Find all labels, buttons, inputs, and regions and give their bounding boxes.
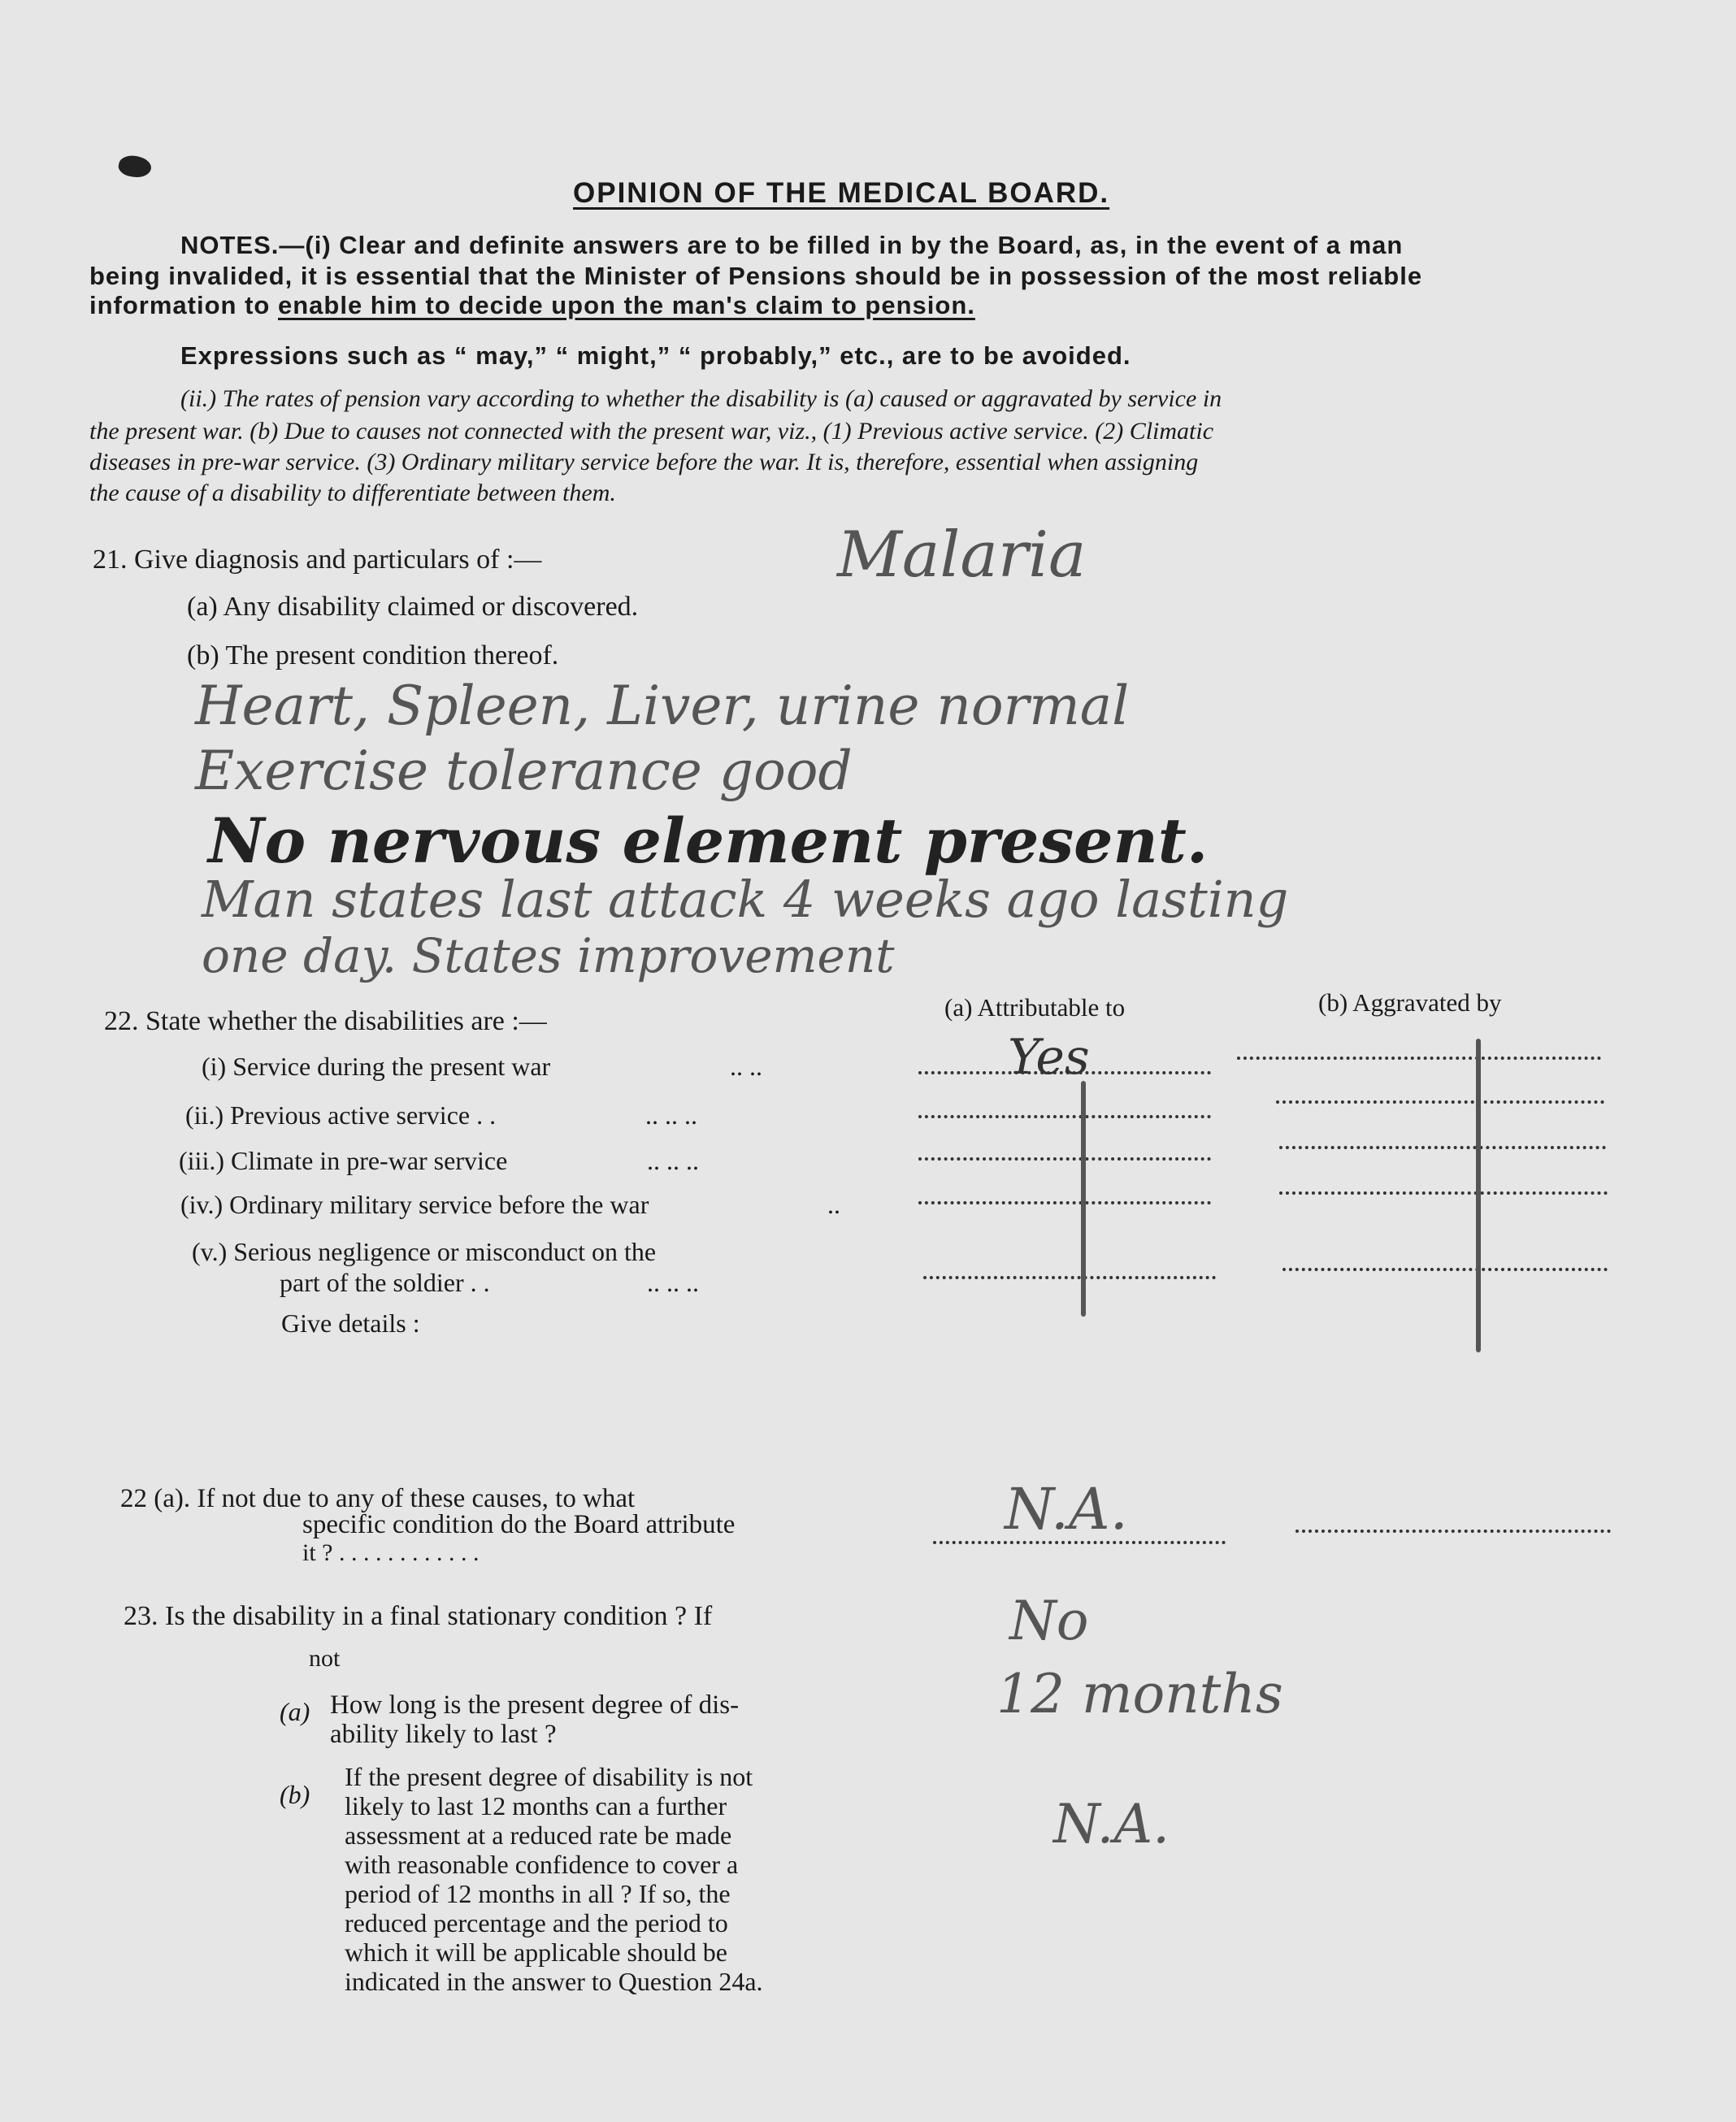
q22-answer-col-a: Yes [1008,1029,1090,1086]
q23-a-answer: 12 months [996,1663,1283,1725]
notes-ii-line-1: (ii.) The rates of pension vary according to whether the disability is (a) caused or aggravated by service in [180,385,1222,412]
q23-b-line-8: indicated in the answer to Question 24a. [345,1967,763,1996]
q23-b-line-7: which it will be applicable should be [345,1938,727,1967]
q22-row-3-leader: .. .. .. [647,1146,699,1175]
q22-row-3-label: (iii.) Climate in pre-war service [179,1146,508,1175]
q22-row-5-col-a-line [923,1276,1216,1279]
ink-blot [117,153,154,180]
q22-row-4-label: (iv.) Ordinary military service before the war [180,1190,649,1219]
q22-row-1-col-b-line [1237,1057,1601,1060]
q22-heading: 22. State whether the disabilities are :— [104,1006,547,1036]
notes-line-3-text: information to [89,291,278,319]
q23-b-line-5: period of 12 months in all ? If so, the [345,1879,731,1908]
q22-row-4-col-a-line [918,1201,1211,1204]
q21-answer-line-3: No nervous element present. [208,805,1209,877]
q22a-line-1: 22 (a). If not due to any of these causes, to what [120,1484,636,1513]
q21-a: (a) Any disability claimed or discovered. [187,592,639,622]
q23-b-line-1: If the present degree of disability is not [345,1762,753,1791]
q22-col-a-header: (a) Attributable to [944,993,1126,1022]
q22-row-4-col-b-line [1279,1191,1608,1195]
q23-answer: No [1009,1590,1089,1652]
q23-a-label: (a) [280,1697,310,1726]
q23-line-2: not [309,1645,341,1672]
q23-a-line-1: How long is the present degree of dis- [330,1690,740,1720]
notes-ii-line-3: diseases in pre-war service. (3) Ordinary military service before the war. It is, therefore, essential when assigning [89,449,1199,475]
q23-a-line-2: ability likely to last ? [330,1720,557,1749]
q21-heading: 21. Give diagnosis and particulars of :— [93,545,542,575]
q21-b: (b) The present condition thereof. [187,640,559,670]
ditto-line-col-a [1081,1081,1086,1317]
q22-row-3-col-b-line [1279,1146,1606,1149]
q23-b-line-4: with reasonable confidence to cover a [345,1850,739,1879]
q22-row-2-label: (ii.) Previous active service . . [185,1100,497,1130]
q22-col-b-header: (b) Aggravated by [1318,988,1502,1017]
q22-row-2-col-a-line [918,1115,1211,1118]
q22a-line-2: specific condition do the Board attribute [302,1510,736,1539]
q23-b-line-2: likely to last 12 months can a further [345,1791,727,1820]
q23-b-label: (b) [280,1780,310,1809]
q21-answer-line-5: one day. States improvement [202,928,895,983]
q23-b-line-3: assessment at a reduced rate be made [345,1820,732,1850]
notes-expressions: Expressions such as “ may,” “ might,” “ probably,” etc., are to be avoided. [180,341,1131,370]
q22-row-1-label: (i) Service during the present war [202,1052,551,1081]
q22-row-5-leader: .. .. .. [647,1268,699,1297]
q21-answer-diagnosis: Malaria [837,519,1087,592]
q22-row-5-continuation: part of the soldier . . [280,1268,490,1297]
q23-b-answer: N.A. [1053,1793,1170,1855]
notes-line-2: being invalided, it is essential that the Minister of Pensions should be in possession of the most reliable [89,262,1423,290]
notes-label: NOTES. [180,231,280,259]
ditto-line-col-b [1476,1039,1481,1352]
q22-row-4-leader: .. [827,1190,840,1219]
q22a-answer: N.A. [1005,1476,1128,1543]
notes-ii-line-2: the present war. (b) Due to causes not connected with the present war, viz., (1) Previous active service. (2) Climatic [89,418,1214,445]
notes-line-3-underlined: enable him to decide upon the man's claim to pension. [277,291,975,319]
q22-row-2-col-b-line [1276,1100,1604,1104]
q22-row-1-leader: .. .. [730,1052,762,1081]
q22a-answer-line-b [1295,1530,1611,1533]
notes-line-1 [180,231,1403,260]
notes-line-1-text: —(i) Clear and definite answers are to be filled in by the Board, as, in the event of a man [279,231,1404,259]
q22-row-5-col-b-line [1282,1268,1608,1271]
notes-ii-line-4: the cause of a disability to differentiate between them. [89,480,616,506]
q21-answer-line-1: Heart, Spleen, Liver, urine normal [195,675,1130,737]
q21-answer-line-4: Man states last attack 4 weeks ago lasting [202,870,1289,929]
q22a-answer-line-a [933,1541,1226,1544]
q22-row-3-col-a-line [918,1157,1211,1161]
q22-row-2-leader: .. .. .. [645,1100,697,1130]
q23-line-1: 23. Is the disability in a final stationary condition ? If [124,1601,713,1631]
q23-b-line-6: reduced percentage and the period to [345,1908,728,1938]
q22-give-details: Give details : [281,1308,420,1338]
q22a-line-3: it ? . . . . . . . . . . . . [302,1539,480,1566]
q21-answer-line-2: Exercise tolerance good [195,740,853,802]
page-title: OPINION OF THE MEDICAL BOARD. [573,177,1110,209]
notes-line-3 [89,291,975,320]
q22-row-5-label: (v.) Serious negligence or misconduct on the [192,1237,657,1266]
